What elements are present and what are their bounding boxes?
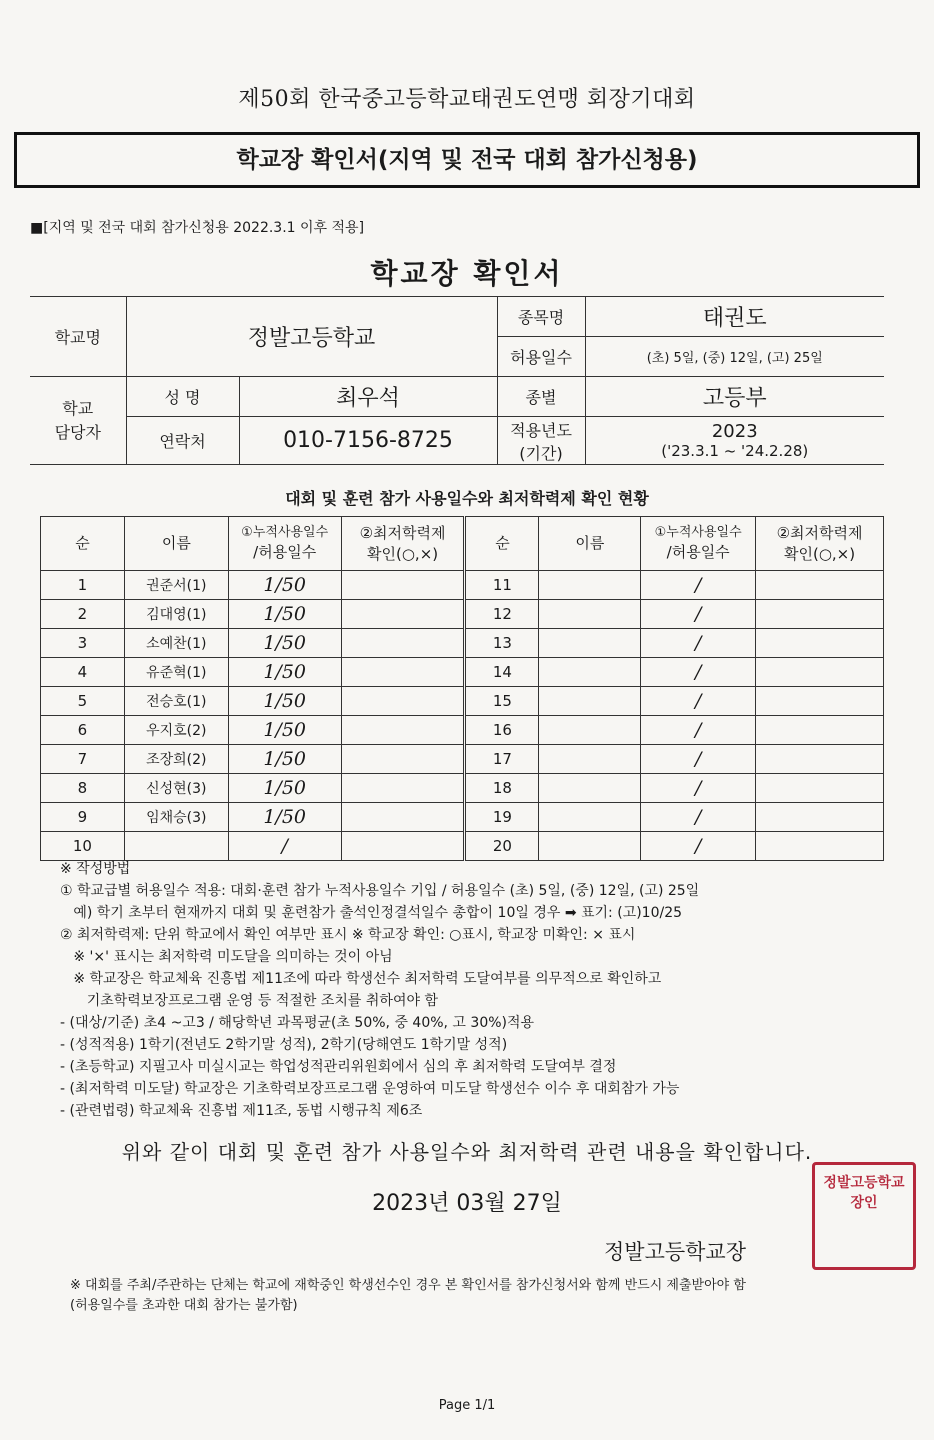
year-value: 2023 bbox=[711, 421, 758, 442]
used-days-2: / bbox=[641, 658, 756, 687]
min-academic-check-2 bbox=[756, 832, 884, 861]
min-academic-check-2 bbox=[756, 774, 884, 803]
row-number: 2 bbox=[41, 600, 125, 629]
header-days bbox=[228, 517, 341, 571]
period-value: ('23.3.1 ~ '24.2.28) bbox=[661, 442, 809, 460]
header-min bbox=[341, 517, 465, 571]
confirmation-statement: 위와 같이 대회 및 훈련 참가 사용일수와 최저학력 관련 내용을 확인합니다. bbox=[121, 1140, 813, 1164]
foot-note-line2: (허용일수를 초과한 대회 참가는 불가함) bbox=[70, 1298, 298, 1313]
used-days-2: / bbox=[641, 687, 756, 716]
student-name-2 bbox=[539, 745, 641, 774]
min-academic-check-2 bbox=[756, 658, 884, 687]
row-number-2: 20 bbox=[465, 832, 539, 861]
used-days: 1/50 bbox=[228, 658, 341, 687]
min-academic-check bbox=[341, 745, 465, 774]
used-days: 1/50 bbox=[228, 716, 341, 745]
table-row bbox=[41, 832, 884, 861]
header-min-line2: 확인(○,×) bbox=[367, 544, 439, 563]
min-academic-check bbox=[341, 774, 465, 803]
used-days: 1/50 bbox=[228, 629, 341, 658]
min-academic-check bbox=[341, 832, 465, 861]
used-days-2: / bbox=[641, 832, 756, 861]
table-row bbox=[41, 658, 884, 687]
student-name: 조장희(2) bbox=[124, 745, 228, 774]
official-seal bbox=[812, 1162, 916, 1270]
allowed-days-value: (초) 5일, (중) 12일, (고) 25일 bbox=[585, 337, 884, 377]
min-academic-check bbox=[341, 658, 465, 687]
row-number-2: 17 bbox=[465, 745, 539, 774]
instruction-line: ※ 작성방법 bbox=[60, 861, 131, 877]
min-academic-check-2 bbox=[756, 716, 884, 745]
used-days: 1/50 bbox=[228, 687, 341, 716]
table-row bbox=[41, 629, 884, 658]
roster-table bbox=[40, 516, 884, 861]
instruction-line: - (성적적용) 1학기(전년도 2학기말 성적), 2학기(당해연도 1학기말 성적) bbox=[60, 1037, 508, 1053]
used-days-2: / bbox=[641, 629, 756, 658]
division-label: 종별 bbox=[497, 377, 585, 417]
year-label bbox=[497, 417, 585, 465]
used-days: 1/50 bbox=[228, 774, 341, 803]
instruction-line: ※ '×' 표시는 최저학력 미도달을 의미하는 것이 아님 bbox=[60, 949, 393, 965]
used-days-2: / bbox=[641, 716, 756, 745]
apply-note: ■[지역 및 전국 대회 참가신청용 2022.3.1 이후 적용] bbox=[30, 220, 365, 236]
allowed-days-label: 허용일수 bbox=[497, 337, 585, 377]
min-academic-check bbox=[341, 687, 465, 716]
min-academic-check bbox=[341, 716, 465, 745]
row-number: 1 bbox=[41, 571, 125, 600]
header-days-line1: ①누적사용일수 bbox=[241, 524, 329, 540]
student-name-2 bbox=[539, 571, 641, 600]
header-min-2-line1: ②최저학력제 bbox=[776, 523, 863, 542]
header-no-2: 순 bbox=[465, 517, 539, 571]
row-number-2: 16 bbox=[465, 716, 539, 745]
school-value: 정발고등학교 bbox=[126, 297, 497, 377]
row-number: 10 bbox=[41, 832, 125, 861]
instruction-line: - (초등학교) 지필고사 미실시교는 학업성적관리위원회에서 심의 후 최저학력 도달여부 결정 bbox=[60, 1059, 617, 1075]
student-name: 김대영(1) bbox=[124, 600, 228, 629]
header-min-2-line2: 확인(○,×) bbox=[783, 544, 856, 563]
row-number-2: 18 bbox=[465, 774, 539, 803]
student-name: 임채승(3) bbox=[124, 803, 228, 832]
student-name-2 bbox=[539, 629, 641, 658]
min-academic-check bbox=[341, 600, 465, 629]
row-number-2: 13 bbox=[465, 629, 539, 658]
event-title: 제50회 한국중고등학교태권도연맹 회장기대회 bbox=[238, 87, 696, 112]
instruction-line: - (관련법령) 학교체육 진흥법 제11조, 동법 시행규칙 제6조 bbox=[60, 1103, 423, 1119]
manager-label: 학교 담당자 bbox=[30, 377, 126, 465]
manager-name-value: 최우석 bbox=[239, 377, 497, 417]
confirmation-date: 2023년 03월 27일 bbox=[372, 1191, 562, 1216]
header-days-2 bbox=[641, 517, 756, 571]
document-title: 학교장 확인서 bbox=[370, 257, 564, 290]
row-number-2: 19 bbox=[465, 803, 539, 832]
table-row bbox=[41, 716, 884, 745]
instruction-line: 예) 학기 초부터 현재까지 대회 및 훈련참가 출석인정결석일수 총합이 10일 경우 ➡ 표기: (고)10/25 bbox=[60, 905, 683, 921]
table-row bbox=[41, 745, 884, 774]
used-days: 1/50 bbox=[228, 571, 341, 600]
division-value: 고등부 bbox=[585, 377, 884, 417]
student-name-2 bbox=[539, 803, 641, 832]
min-academic-check-2 bbox=[756, 803, 884, 832]
row-number: 4 bbox=[41, 658, 125, 687]
manager-name-label: 성 명 bbox=[126, 377, 239, 417]
row-number-2: 15 bbox=[465, 687, 539, 716]
foot-note bbox=[70, 1276, 920, 1316]
header-no: 순 bbox=[41, 517, 125, 571]
row-number: 5 bbox=[41, 687, 125, 716]
used-days-2: / bbox=[641, 571, 756, 600]
table-row bbox=[41, 687, 884, 716]
min-academic-check-2 bbox=[756, 600, 884, 629]
used-days-2: / bbox=[641, 803, 756, 832]
used-days: 1/50 bbox=[228, 745, 341, 774]
page-number: Page 1/1 bbox=[438, 1398, 496, 1413]
student-name-2 bbox=[539, 832, 641, 861]
min-academic-check bbox=[341, 803, 465, 832]
roster-body bbox=[41, 571, 884, 861]
status-title: 대회 및 훈련 참가 사용일수와 최저학력제 확인 현황 bbox=[285, 489, 649, 508]
seal-text: 정발고등학교장인 bbox=[823, 1175, 905, 1211]
used-days-2: / bbox=[641, 745, 756, 774]
table-row bbox=[41, 600, 884, 629]
row-number-2: 11 bbox=[465, 571, 539, 600]
header-min-line1: ②최저학력제 bbox=[359, 523, 446, 542]
student-name-2 bbox=[539, 774, 641, 803]
foot-note-line1: ※ 대회를 주최/주관하는 단체는 학교에 재학중인 학생선수인 경우 본 확인서를 참가신청서와 함께 반드시 제출받아야 함 bbox=[70, 1278, 746, 1293]
used-days: / bbox=[228, 832, 341, 861]
row-number: 9 bbox=[41, 803, 125, 832]
min-academic-check bbox=[341, 629, 465, 658]
contact-label: 연락처 bbox=[126, 417, 239, 465]
header-days-line2: /허용일수 bbox=[253, 543, 317, 562]
header-name: 이름 bbox=[124, 517, 228, 571]
student-name: 우지호(2) bbox=[124, 716, 228, 745]
event-value: 태권도 bbox=[585, 297, 884, 337]
header-days-2-line2: /허용일수 bbox=[666, 543, 730, 562]
min-academic-check-2 bbox=[756, 629, 884, 658]
student-name-2 bbox=[539, 600, 641, 629]
contact-value: 010-7156-8725 bbox=[239, 417, 497, 465]
used-days-2: / bbox=[641, 600, 756, 629]
min-academic-check-2 bbox=[756, 571, 884, 600]
form-header-box: 학교장 확인서(지역 및 전국 대회 참가신청용) bbox=[14, 132, 920, 188]
table-row bbox=[41, 803, 884, 832]
year-value-cell bbox=[585, 417, 884, 465]
row-number: 3 bbox=[41, 629, 125, 658]
min-academic-check-2 bbox=[756, 687, 884, 716]
table-row bbox=[41, 571, 884, 600]
header-name-2: 이름 bbox=[539, 517, 641, 571]
student-name: 권준서(1) bbox=[124, 571, 228, 600]
used-days: 1/50 bbox=[228, 803, 341, 832]
instruction-line: ② 최저학력제: 단위 학교에서 확인 여부만 표시 ※ 학교장 확인: ○표시, 학교장 미확인: × 표시 bbox=[60, 927, 636, 943]
school-label: 학교명 bbox=[30, 297, 126, 377]
student-name-2 bbox=[539, 658, 641, 687]
student-name-2 bbox=[539, 716, 641, 745]
year-label-line1: 적용년도 bbox=[510, 420, 572, 440]
student-name: 신성현(3) bbox=[124, 774, 228, 803]
event-label: 종목명 bbox=[497, 297, 585, 337]
student-name: 소예찬(1) bbox=[124, 629, 228, 658]
student-name: 전승호(1) bbox=[124, 687, 228, 716]
table-row bbox=[41, 774, 884, 803]
min-academic-check bbox=[341, 571, 465, 600]
row-number: 8 bbox=[41, 774, 125, 803]
header-days-2-line1: ①누적사용일수 bbox=[654, 524, 742, 540]
row-number: 7 bbox=[41, 745, 125, 774]
school-info-table bbox=[30, 296, 884, 465]
principal-name: 정발고등학교장 bbox=[604, 1240, 747, 1264]
instruction-line: - (최저학력 미도달) 학교장은 기초학력보장프로그램 운영하여 미도달 학생선수 이수 후 대회참가 가능 bbox=[60, 1081, 680, 1097]
row-number-2: 12 bbox=[465, 600, 539, 629]
instruction-line: - (대상/기준) 초4 ~고3 / 해당학년 과목평균(초 50%, 중 40%, 고 30%)적용 bbox=[60, 1015, 535, 1031]
instruction-line: ※ 학교장은 학교체육 진흥법 제11조에 따라 학생선수 최저학력 도달여부를 의무적으로 확인하고 bbox=[60, 971, 662, 987]
year-label-line2: (기간) bbox=[519, 443, 563, 463]
student-name: 유준혁(1) bbox=[124, 658, 228, 687]
min-academic-check-2 bbox=[756, 745, 884, 774]
instruction-line: ① 학교급별 허용일수 적용: 대회·훈련 참가 누적사용일수 기입 / 허용일수 (초) 5일, (중) 12일, (고) 25일 bbox=[60, 883, 700, 899]
used-days: 1/50 bbox=[228, 600, 341, 629]
writing-instructions bbox=[60, 858, 910, 1122]
student-name-2 bbox=[539, 687, 641, 716]
header-min-2 bbox=[756, 517, 884, 571]
instruction-line: 기초학력보장프로그램 운영 등 적절한 조치를 취하여야 함 bbox=[60, 993, 438, 1009]
student-name bbox=[124, 832, 228, 861]
used-days-2: / bbox=[641, 774, 756, 803]
row-number-2: 14 bbox=[465, 658, 539, 687]
row-number: 6 bbox=[41, 716, 125, 745]
